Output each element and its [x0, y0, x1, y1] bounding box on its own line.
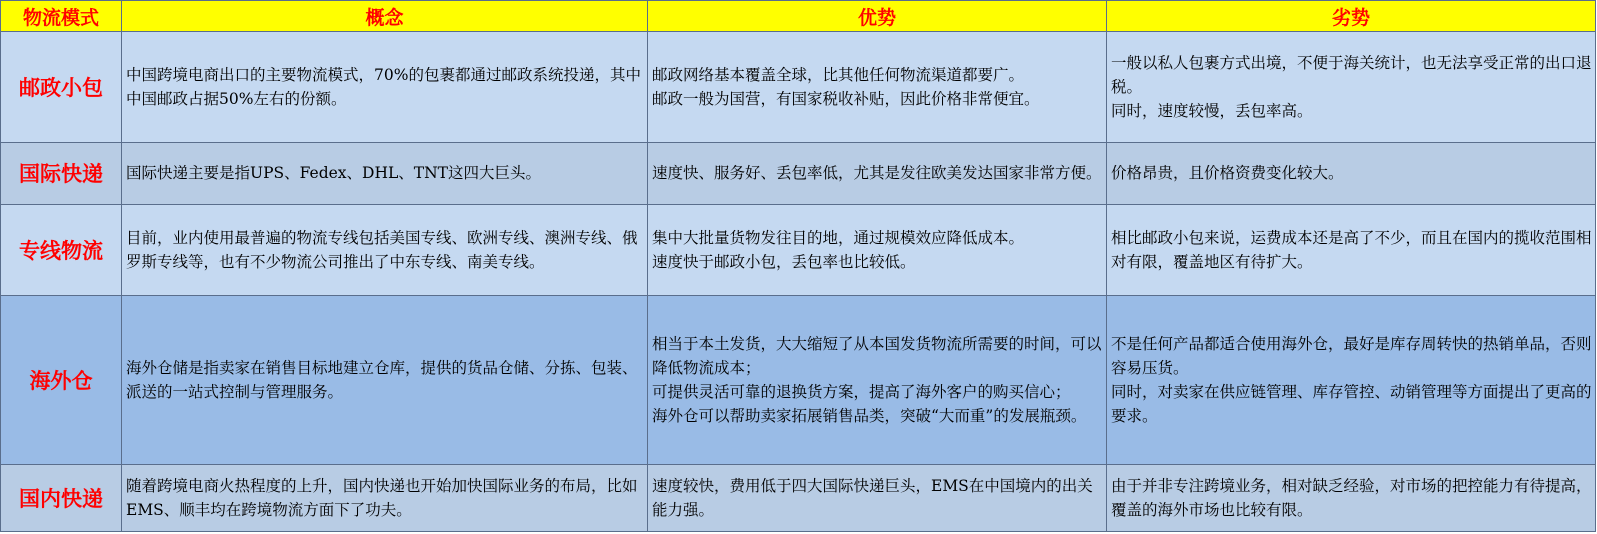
disadvantages-cell [1107, 204, 1596, 295]
advantage-text: 速度快于邮政小包，丢包率也比较低。 [652, 252, 916, 271]
concept-text: 国际快递主要是指UPS、Fedex、DHL、TNT这四大巨头。 [126, 164, 542, 183]
disadvantages-cell [1107, 464, 1596, 531]
mode-cell: 邮政小包 [1, 32, 122, 143]
table-row-intl-express [1, 142, 1596, 204]
header-advantages: 优势 [648, 1, 1107, 32]
concept-cell [122, 142, 648, 204]
header-row [1, 1, 1596, 32]
header-mode: 物流模式 [1, 1, 122, 32]
advantage-text: 相当于本土发货，大大缩短了从本国发货物流所需要的时间，可以降低物流成本； [652, 335, 1102, 378]
advantages-cell [648, 32, 1107, 143]
advantages-cell [648, 464, 1107, 531]
concept-text: 中国跨境电商出口的主要物流模式，70%的包裹都通过邮政系统投递，其中中国邮政占据50%左右的份额。 [126, 65, 641, 108]
advantages-cell [648, 204, 1107, 295]
table-row-overseas-warehouse [1, 296, 1596, 465]
table-row-dedicated-line [1, 204, 1596, 295]
advantages-cell [648, 296, 1107, 465]
concept-text: 目前，业内使用最普遍的物流专线包括美国专线、欧洲专线、澳洲专线、俄罗斯专线等，也有不少物流公司推出了中东专线、南美专线。 [126, 228, 638, 271]
disadvantage-text: 同时，速度较慢，丢包率高。 [1111, 101, 1313, 120]
concept-cell [122, 32, 648, 143]
disadvantage-text: 不是任何产品都适合使用海外仓，最好是库存周转快的热销单品，否则容易压货。 [1111, 335, 1592, 378]
disadvantage-text: 由于并非专注跨境业务，相对缺乏经验，对市场的把控能力有待提高，覆盖的海外市场也比较有限。 [1111, 476, 1592, 519]
disadvantage-text: 价格昂贵，且价格资费变化较大。 [1111, 164, 1344, 183]
concept-text: 随着跨境电商火热程度的上升，国内快递也开始加快国际业务的布局，比如EMS、顺丰均在跨境物流方面下了功夫。 [126, 476, 638, 519]
advantage-text: 速度快、服务好、丢包率低，尤其是发往欧美发达国家非常方便。 [652, 164, 1102, 183]
disadvantages-cell [1107, 32, 1596, 143]
mode-cell: 国内快递 [1, 464, 122, 531]
header-concept: 概念 [122, 1, 648, 32]
disadvantages-cell [1107, 142, 1596, 204]
disadvantage-text: 一般以私人包裹方式出境，不便于海关统计，也无法享受正常的出口退税。 [1111, 53, 1592, 96]
mode-cell: 专线物流 [1, 204, 122, 295]
advantage-text: 速度较快，费用低于四大国际快递巨头，EMS在中国境内的出关能力强。 [652, 476, 1093, 519]
concept-cell [122, 204, 648, 295]
concept-text: 海外仓储是指卖家在销售目标地建立仓库，提供的货品仓储、分拣、包装、派送的一站式控制与管理服务。 [126, 359, 638, 402]
concept-cell [122, 464, 648, 531]
concept-cell [122, 296, 648, 465]
advantages-cell [648, 142, 1107, 204]
advantage-text: 邮政一般为国营，有国家税收补贴，因此价格非常便宜。 [652, 89, 1040, 108]
table-row-postal-parcel [1, 32, 1596, 143]
advantage-text: 邮政网络基本覆盖全球，比其他任何物流渠道都要广。 [652, 65, 1025, 84]
mode-cell: 海外仓 [1, 296, 122, 465]
mode-cell: 国际快递 [1, 142, 122, 204]
disadvantage-text: 同时，对卖家在供应链管理、库存管控、动销管理等方面提出了更高的要求。 [1111, 383, 1592, 426]
disadvantage-text: 相比邮政小包来说，运费成本还是高了不少，而且在国内的揽收范围相对有限，覆盖地区有待扩大。 [1111, 228, 1592, 271]
header-disadvantages: 劣势 [1107, 1, 1596, 32]
advantage-text: 可提供灵活可靠的退换货方案，提高了海外客户的购买信心； [652, 383, 1071, 402]
disadvantages-cell [1107, 296, 1596, 465]
table-row-domestic-express [1, 464, 1596, 531]
advantage-text: 集中大批量货物发往目的地，通过规模效应降低成本。 [652, 228, 1025, 247]
advantage-text: 海外仓可以帮助卖家拓展销售品类，突破“大而重”的发展瓶颈。 [652, 407, 1087, 426]
